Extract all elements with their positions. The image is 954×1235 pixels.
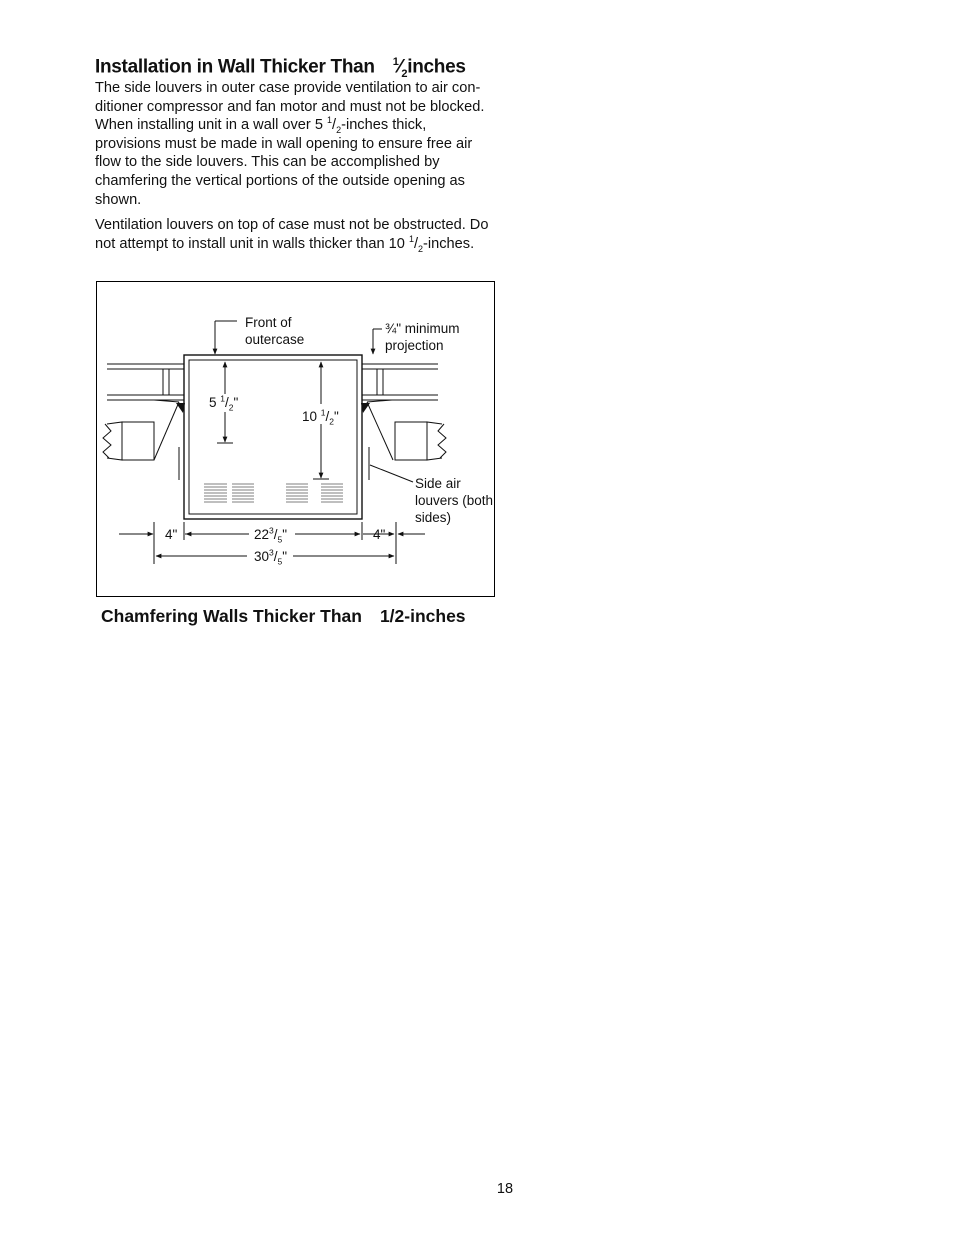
paragraph2-fraction-num: 1 [408,233,414,244]
side-air-louvers-label: Side air louvers (both sides) [415,476,494,525]
dim-10-num: 1 [320,407,326,418]
dim-5-whole: 5 [209,395,221,410]
duct-right [395,422,427,460]
louver-grille-3 [286,484,308,502]
sleeve-post-left [163,369,169,395]
heading-text: Installation in Wall Thicker Than [95,56,375,78]
caption-fraction: 1/2 [379,606,405,626]
louver-grille-1 [204,484,227,502]
dim-5-inch: " [233,395,239,410]
dim-10-den: 2 [329,416,335,427]
right-gap-label: 4" [373,527,386,542]
sleeve-post-right [377,369,383,395]
caption-text: Chamfering Walls Thicker Than [101,606,362,626]
louver-grille-4 [321,484,343,502]
dim-5-half-label: 5 $^1/_2$" [209,393,239,413]
break-line-right [438,424,446,458]
page-number: 18 [496,1181,514,1197]
paragraph1-text-a: The side louvers in outer case provide ventilation to air con-ditioner compressor and fan motor and must not be blocked. When installing unit in a wall over 5 [95,80,485,134]
dim-30-whole: 30 [254,549,270,564]
duct-left [122,422,154,460]
dim-5-den: 2 [228,402,234,413]
outer-case [184,355,362,519]
louver-grille-2 [232,484,254,502]
front-of-outercase-label: Front of outercase [245,315,305,347]
paragraph1-fraction-slash: / [332,117,337,134]
section-heading: Installation in Wall Thicker Than $^1⁄_2inches$ [95,56,466,81]
paragraph2-fraction-slash: / [413,235,419,252]
paragraph2-text-a: Ventilation louvers on top of case must not be obstructed. Do not attempt to install unit in walls thicker than 10 [95,217,489,252]
dim-22-label: $22^3/_5$" [254,525,288,545]
dim-22-num: 3 [269,525,274,536]
figure-caption [101,606,521,627]
paragraph-top-louvers [95,216,495,253]
paragraph2-text-b: -inches. [423,235,475,252]
dim-10-half-label: 10 $^1/_2$" [302,407,339,427]
heading-fraction-numerator: 1 [392,56,399,68]
paragraph-side-louvers [95,79,495,209]
dim-30-num: 3 [269,547,274,558]
dim-5-num: 1 [220,393,225,404]
side-louvers-leader [370,465,413,482]
break-line-left [103,424,111,458]
outer-case-inner [189,360,357,514]
duct-left-end [107,422,122,460]
dim-10-whole: 10 [302,409,321,424]
caption-unit: -inches [404,606,466,626]
dim-30-inch: " [282,549,288,564]
heading-fraction-denominator: 2 [401,68,408,81]
minimum-projection-label: ¾" minimum projection [385,321,460,353]
paragraph1-fraction-den: 2 [336,125,342,136]
dim-22-den: 5 [277,534,283,545]
paragraph2-fraction-den: 2 [418,243,424,254]
chamfering-diagram [96,281,495,597]
chamfer-left [154,402,179,460]
paragraph1-fraction-num: 1 [327,115,333,126]
dim-22-inch: " [282,527,288,542]
dim-30-label: $30^3/_5$" [254,547,288,567]
duct-right-end [427,422,442,460]
dim-22-whole: 22 [254,527,270,542]
left-gap-label: 4" [165,527,178,542]
heading-unit: inches [407,56,466,78]
paragraph1-text-b: -inches thick, provisions must be made in wall opening to ensure free air flow to the side louvers. This can be accomplished by chamfering the vertical portions of the outside opening as shown. [95,117,473,208]
dim-10-inch: " [334,409,339,424]
chamfer-right [367,402,393,460]
dim-30-den: 5 [277,556,283,567]
